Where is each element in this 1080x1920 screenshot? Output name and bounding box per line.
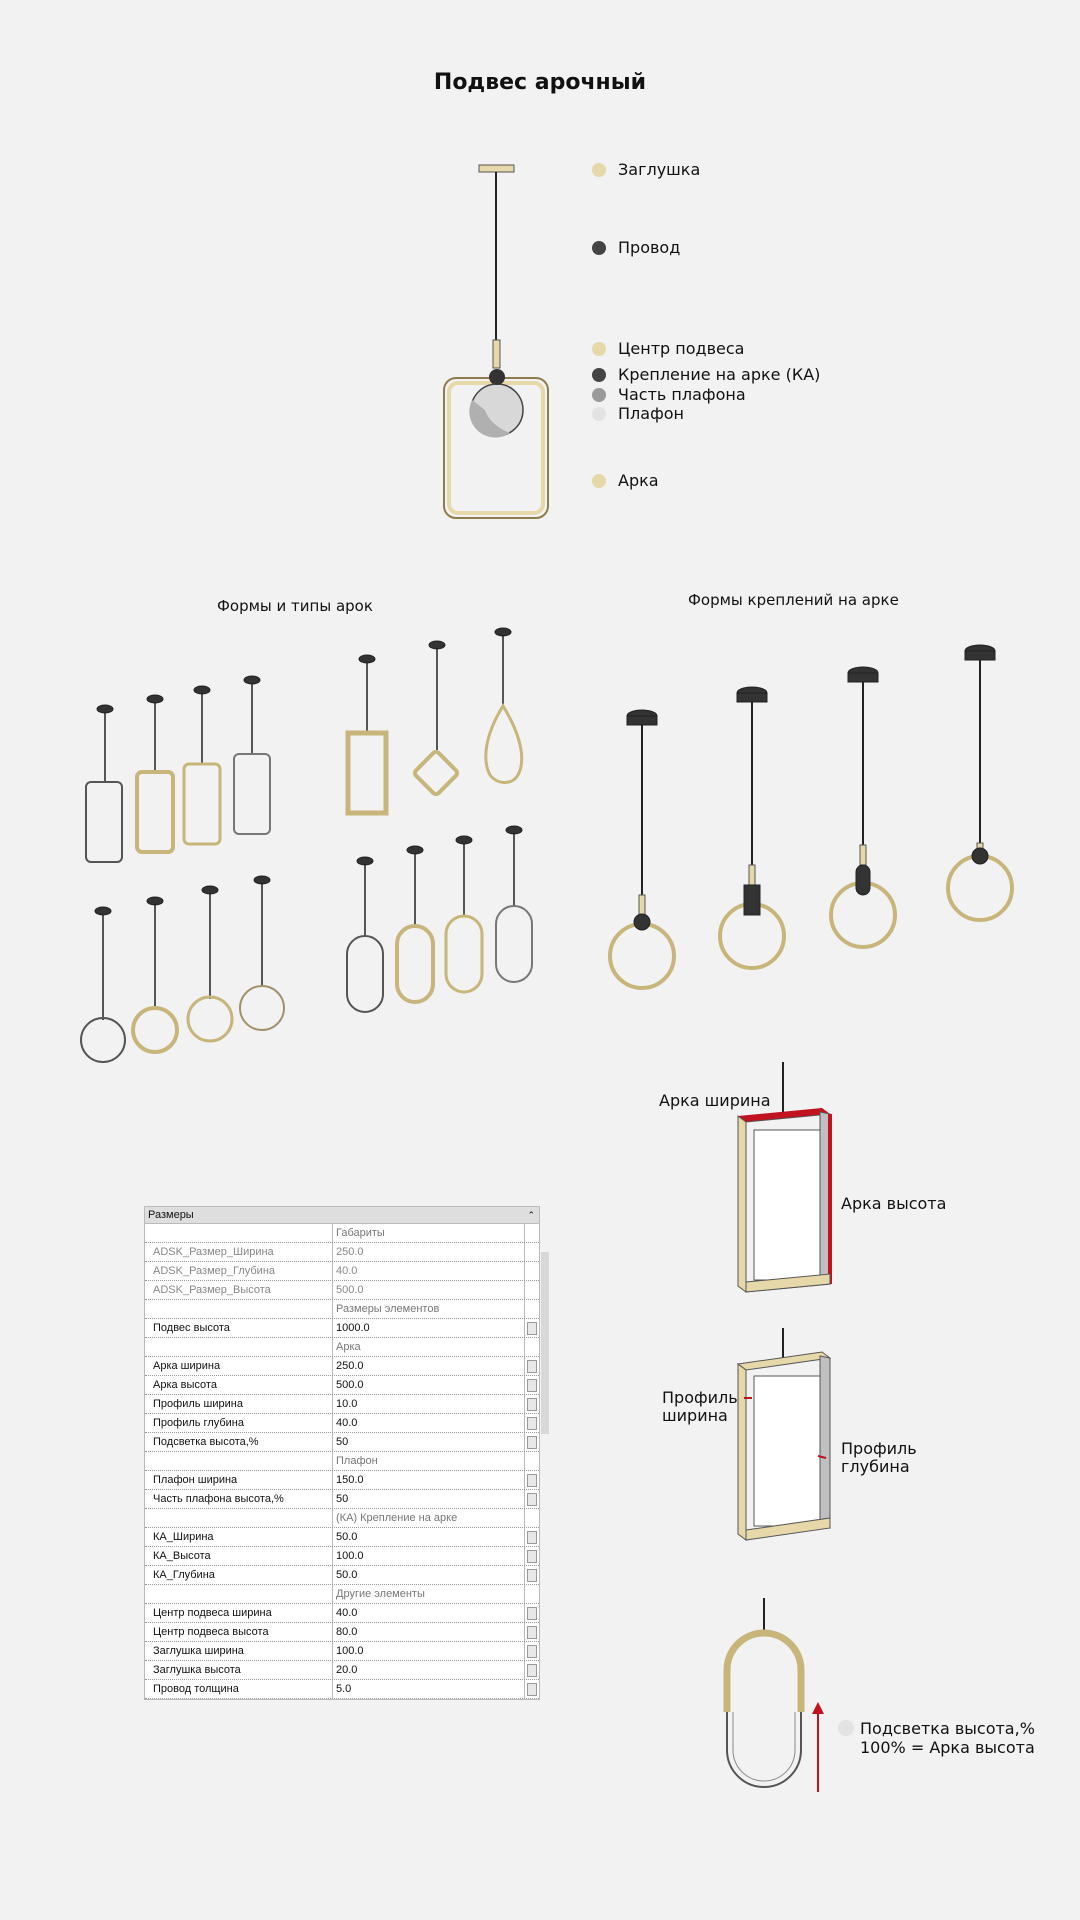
label-backlight-2: 100% = Арка высота xyxy=(860,1738,1035,1757)
table-row[interactable] xyxy=(145,1490,539,1509)
table-row[interactable] xyxy=(145,1604,539,1623)
param-name xyxy=(145,1224,333,1242)
hero-center xyxy=(493,340,500,368)
table-row[interactable] xyxy=(145,1661,539,1680)
section-title-mounts: Формы креплений на арке xyxy=(688,591,899,609)
label-backlight-1: Подсветка высота,% xyxy=(860,1719,1035,1738)
legend-label: Арка xyxy=(618,471,659,490)
legend-dot xyxy=(592,342,606,356)
param-name: Подсветка высота,% xyxy=(145,1433,333,1451)
row-action-cell xyxy=(525,1452,539,1470)
row-action-cell xyxy=(525,1623,539,1641)
table-row xyxy=(145,1243,539,1262)
param-name: Профиль глубина xyxy=(145,1414,333,1432)
row-action-cell xyxy=(525,1319,539,1337)
param-value: 500.0 xyxy=(333,1281,525,1299)
table-row[interactable] xyxy=(145,1376,539,1395)
associate-param-button[interactable] xyxy=(527,1645,537,1658)
row-action-cell xyxy=(525,1585,539,1603)
param-name: Заглушка высота xyxy=(145,1661,333,1679)
param-value[interactable]: 80.0 xyxy=(333,1623,525,1641)
row-action-cell xyxy=(525,1680,539,1698)
arch-types-shaped-row xyxy=(348,628,522,813)
param-value[interactable]: 40.0 xyxy=(333,1414,525,1432)
row-action-cell xyxy=(525,1661,539,1679)
properties-table xyxy=(144,1206,540,1700)
double-chevron-up-icon[interactable]: ⌃ xyxy=(527,1209,535,1220)
associate-param-button[interactable] xyxy=(527,1493,537,1506)
legend-item-center xyxy=(592,339,744,358)
table-row[interactable] xyxy=(145,1623,539,1642)
param-name: КА_Ширина xyxy=(145,1528,333,1546)
row-action-cell xyxy=(525,1509,539,1527)
arch-types-ring-row xyxy=(81,876,284,1062)
associate-param-button[interactable] xyxy=(527,1550,537,1563)
table-row[interactable] xyxy=(145,1547,539,1566)
legend-dot xyxy=(592,474,606,488)
param-value[interactable]: 500.0 xyxy=(333,1376,525,1394)
row-action-cell xyxy=(525,1471,539,1489)
param-value[interactable]: 50.0 xyxy=(333,1566,525,1584)
row-action-cell xyxy=(525,1376,539,1394)
group-label: Габариты xyxy=(333,1224,525,1242)
param-name xyxy=(145,1300,333,1318)
associate-param-button[interactable] xyxy=(527,1683,537,1696)
row-action-cell xyxy=(525,1414,539,1432)
table-group-row xyxy=(145,1585,539,1604)
param-name: Провод толщина xyxy=(145,1680,333,1698)
param-name xyxy=(145,1452,333,1470)
table-row[interactable] xyxy=(145,1566,539,1585)
legend-label: Заглушка xyxy=(618,160,701,179)
row-action-cell xyxy=(525,1604,539,1622)
param-name: Арка высота xyxy=(145,1376,333,1394)
hero-mount xyxy=(489,369,505,385)
param-value[interactable]: 150.0 xyxy=(333,1471,525,1489)
associate-param-button[interactable] xyxy=(527,1569,537,1582)
associate-param-button[interactable] xyxy=(527,1664,537,1677)
table-row[interactable] xyxy=(145,1319,539,1338)
param-value[interactable]: 1000.0 xyxy=(333,1319,525,1337)
param-name: Профиль ширина xyxy=(145,1395,333,1413)
param-name: Арка ширина xyxy=(145,1357,333,1375)
table-row[interactable] xyxy=(145,1528,539,1547)
legend-dot xyxy=(592,368,606,382)
legend-item-mount xyxy=(592,365,820,384)
associate-param-button[interactable] xyxy=(527,1626,537,1639)
group-label: Размеры элементов xyxy=(333,1300,525,1318)
param-name xyxy=(145,1509,333,1527)
table-row[interactable] xyxy=(145,1357,539,1376)
param-name xyxy=(145,1585,333,1603)
table-group-row xyxy=(145,1509,539,1528)
param-value[interactable]: 5.0 xyxy=(333,1680,525,1698)
table-group-row xyxy=(145,1300,539,1319)
row-action-cell xyxy=(525,1433,539,1451)
associate-param-button[interactable] xyxy=(527,1322,537,1335)
group-label: (КА) Крепление на арке xyxy=(333,1509,525,1527)
param-value: 250.0 xyxy=(333,1243,525,1261)
legend-dot xyxy=(592,163,606,177)
legend-item-cap xyxy=(592,160,700,179)
row-action-cell xyxy=(525,1642,539,1660)
group-label: Другие элементы xyxy=(333,1585,525,1603)
group-label: Плафон xyxy=(333,1452,525,1470)
row-action-cell xyxy=(525,1528,539,1546)
legend-item-wire xyxy=(592,238,680,257)
table-header-title: Размеры xyxy=(148,1209,194,1221)
legend-label: Плафон xyxy=(618,404,684,423)
table-row xyxy=(145,1281,539,1300)
arch-types-oval-row xyxy=(347,826,532,1012)
table-scrollbar[interactable] xyxy=(541,1252,549,1434)
row-action-cell xyxy=(525,1395,539,1413)
legend-label: Часть плафона xyxy=(618,385,746,404)
row-action-cell xyxy=(525,1224,539,1242)
param-name: ADSK_Размер_Ширина xyxy=(145,1243,333,1261)
row-action-cell xyxy=(525,1262,539,1280)
param-name: Подвес высота xyxy=(145,1319,333,1337)
associate-param-button[interactable] xyxy=(527,1531,537,1544)
associate-param-button[interactable] xyxy=(527,1360,537,1373)
row-action-cell xyxy=(525,1547,539,1565)
label-arch-width: Арка ширина xyxy=(659,1091,771,1110)
legend-label: Крепление на арке (КА) xyxy=(618,365,821,384)
hero-cap xyxy=(479,165,514,172)
param-name: КА_Глубина xyxy=(145,1566,333,1584)
param-name: Заглушка ширина xyxy=(145,1642,333,1660)
table-group-row xyxy=(145,1224,539,1243)
legend-dot xyxy=(592,407,606,421)
associate-param-button[interactable] xyxy=(527,1379,537,1392)
param-value[interactable]: 50.0 xyxy=(333,1528,525,1546)
param-name: ADSK_Размер_Высота xyxy=(145,1281,333,1299)
param-value[interactable]: 100.0 xyxy=(333,1547,525,1565)
legend-dot xyxy=(592,388,606,402)
row-action-cell xyxy=(525,1243,539,1261)
arch-types-rect-row xyxy=(86,676,270,862)
row-action-cell xyxy=(525,1357,539,1375)
legend-dot xyxy=(592,241,606,255)
param-name: Центр подвеса ширина xyxy=(145,1604,333,1622)
table-row xyxy=(145,1262,539,1281)
param-value: 40.0 xyxy=(333,1262,525,1280)
row-action-cell xyxy=(525,1300,539,1318)
legend-label: Центр подвеса xyxy=(618,339,745,358)
param-value[interactable]: 20.0 xyxy=(333,1661,525,1679)
param-name: Центр подвеса высота xyxy=(145,1623,333,1641)
page-title: Подвес арочный xyxy=(433,70,647,95)
param-value[interactable]: 50 xyxy=(333,1433,525,1451)
table-header[interactable] xyxy=(145,1207,539,1224)
label-profile-width: Профиль ширина xyxy=(662,1388,738,1425)
param-value[interactable]: 50 xyxy=(333,1490,525,1508)
table-row[interactable] xyxy=(145,1680,539,1699)
section-title-arch-types: Формы и типы арок xyxy=(217,597,373,615)
table-group-row xyxy=(145,1338,539,1357)
legend-item-shade xyxy=(592,404,684,423)
table-rows xyxy=(145,1224,539,1699)
legend-label: Провод xyxy=(618,238,681,257)
table-row[interactable] xyxy=(145,1414,539,1433)
row-action-cell xyxy=(525,1490,539,1508)
param-value[interactable]: 40.0 xyxy=(333,1604,525,1622)
param-value[interactable]: 10.0 xyxy=(333,1395,525,1413)
associate-param-button[interactable] xyxy=(527,1607,537,1620)
legend-item-shade-part xyxy=(592,385,746,404)
legend-item-arch xyxy=(592,471,659,490)
table-row[interactable] xyxy=(145,1433,539,1452)
dim-profile-diagram xyxy=(738,1328,830,1540)
row-action-cell xyxy=(525,1281,539,1299)
table-row[interactable] xyxy=(145,1395,539,1414)
row-action-cell xyxy=(525,1566,539,1584)
associate-param-button[interactable] xyxy=(527,1436,537,1449)
param-name: КА_Высота xyxy=(145,1547,333,1565)
param-name: Плафон ширина xyxy=(145,1471,333,1489)
table-row[interactable] xyxy=(145,1642,539,1661)
label-profile-depth: Профиль глубина xyxy=(841,1439,917,1476)
hero-pendant xyxy=(444,165,548,518)
row-action-cell xyxy=(525,1338,539,1356)
param-value[interactable]: 250.0 xyxy=(333,1357,525,1375)
param-name xyxy=(145,1338,333,1356)
table-row[interactable] xyxy=(145,1471,539,1490)
param-value[interactable]: 100.0 xyxy=(333,1642,525,1660)
associate-param-button[interactable] xyxy=(527,1417,537,1430)
param-name: ADSK_Размер_Глубина xyxy=(145,1262,333,1280)
group-label: Арка xyxy=(333,1338,525,1356)
dim-backlight-diagram xyxy=(727,1598,854,1792)
param-name: Часть плафона высота,% xyxy=(145,1490,333,1508)
mount-forms xyxy=(610,645,1012,988)
associate-param-button[interactable] xyxy=(527,1474,537,1487)
label-arch-height: Арка высота xyxy=(841,1194,947,1213)
associate-param-button[interactable] xyxy=(527,1398,537,1411)
table-group-row xyxy=(145,1452,539,1471)
